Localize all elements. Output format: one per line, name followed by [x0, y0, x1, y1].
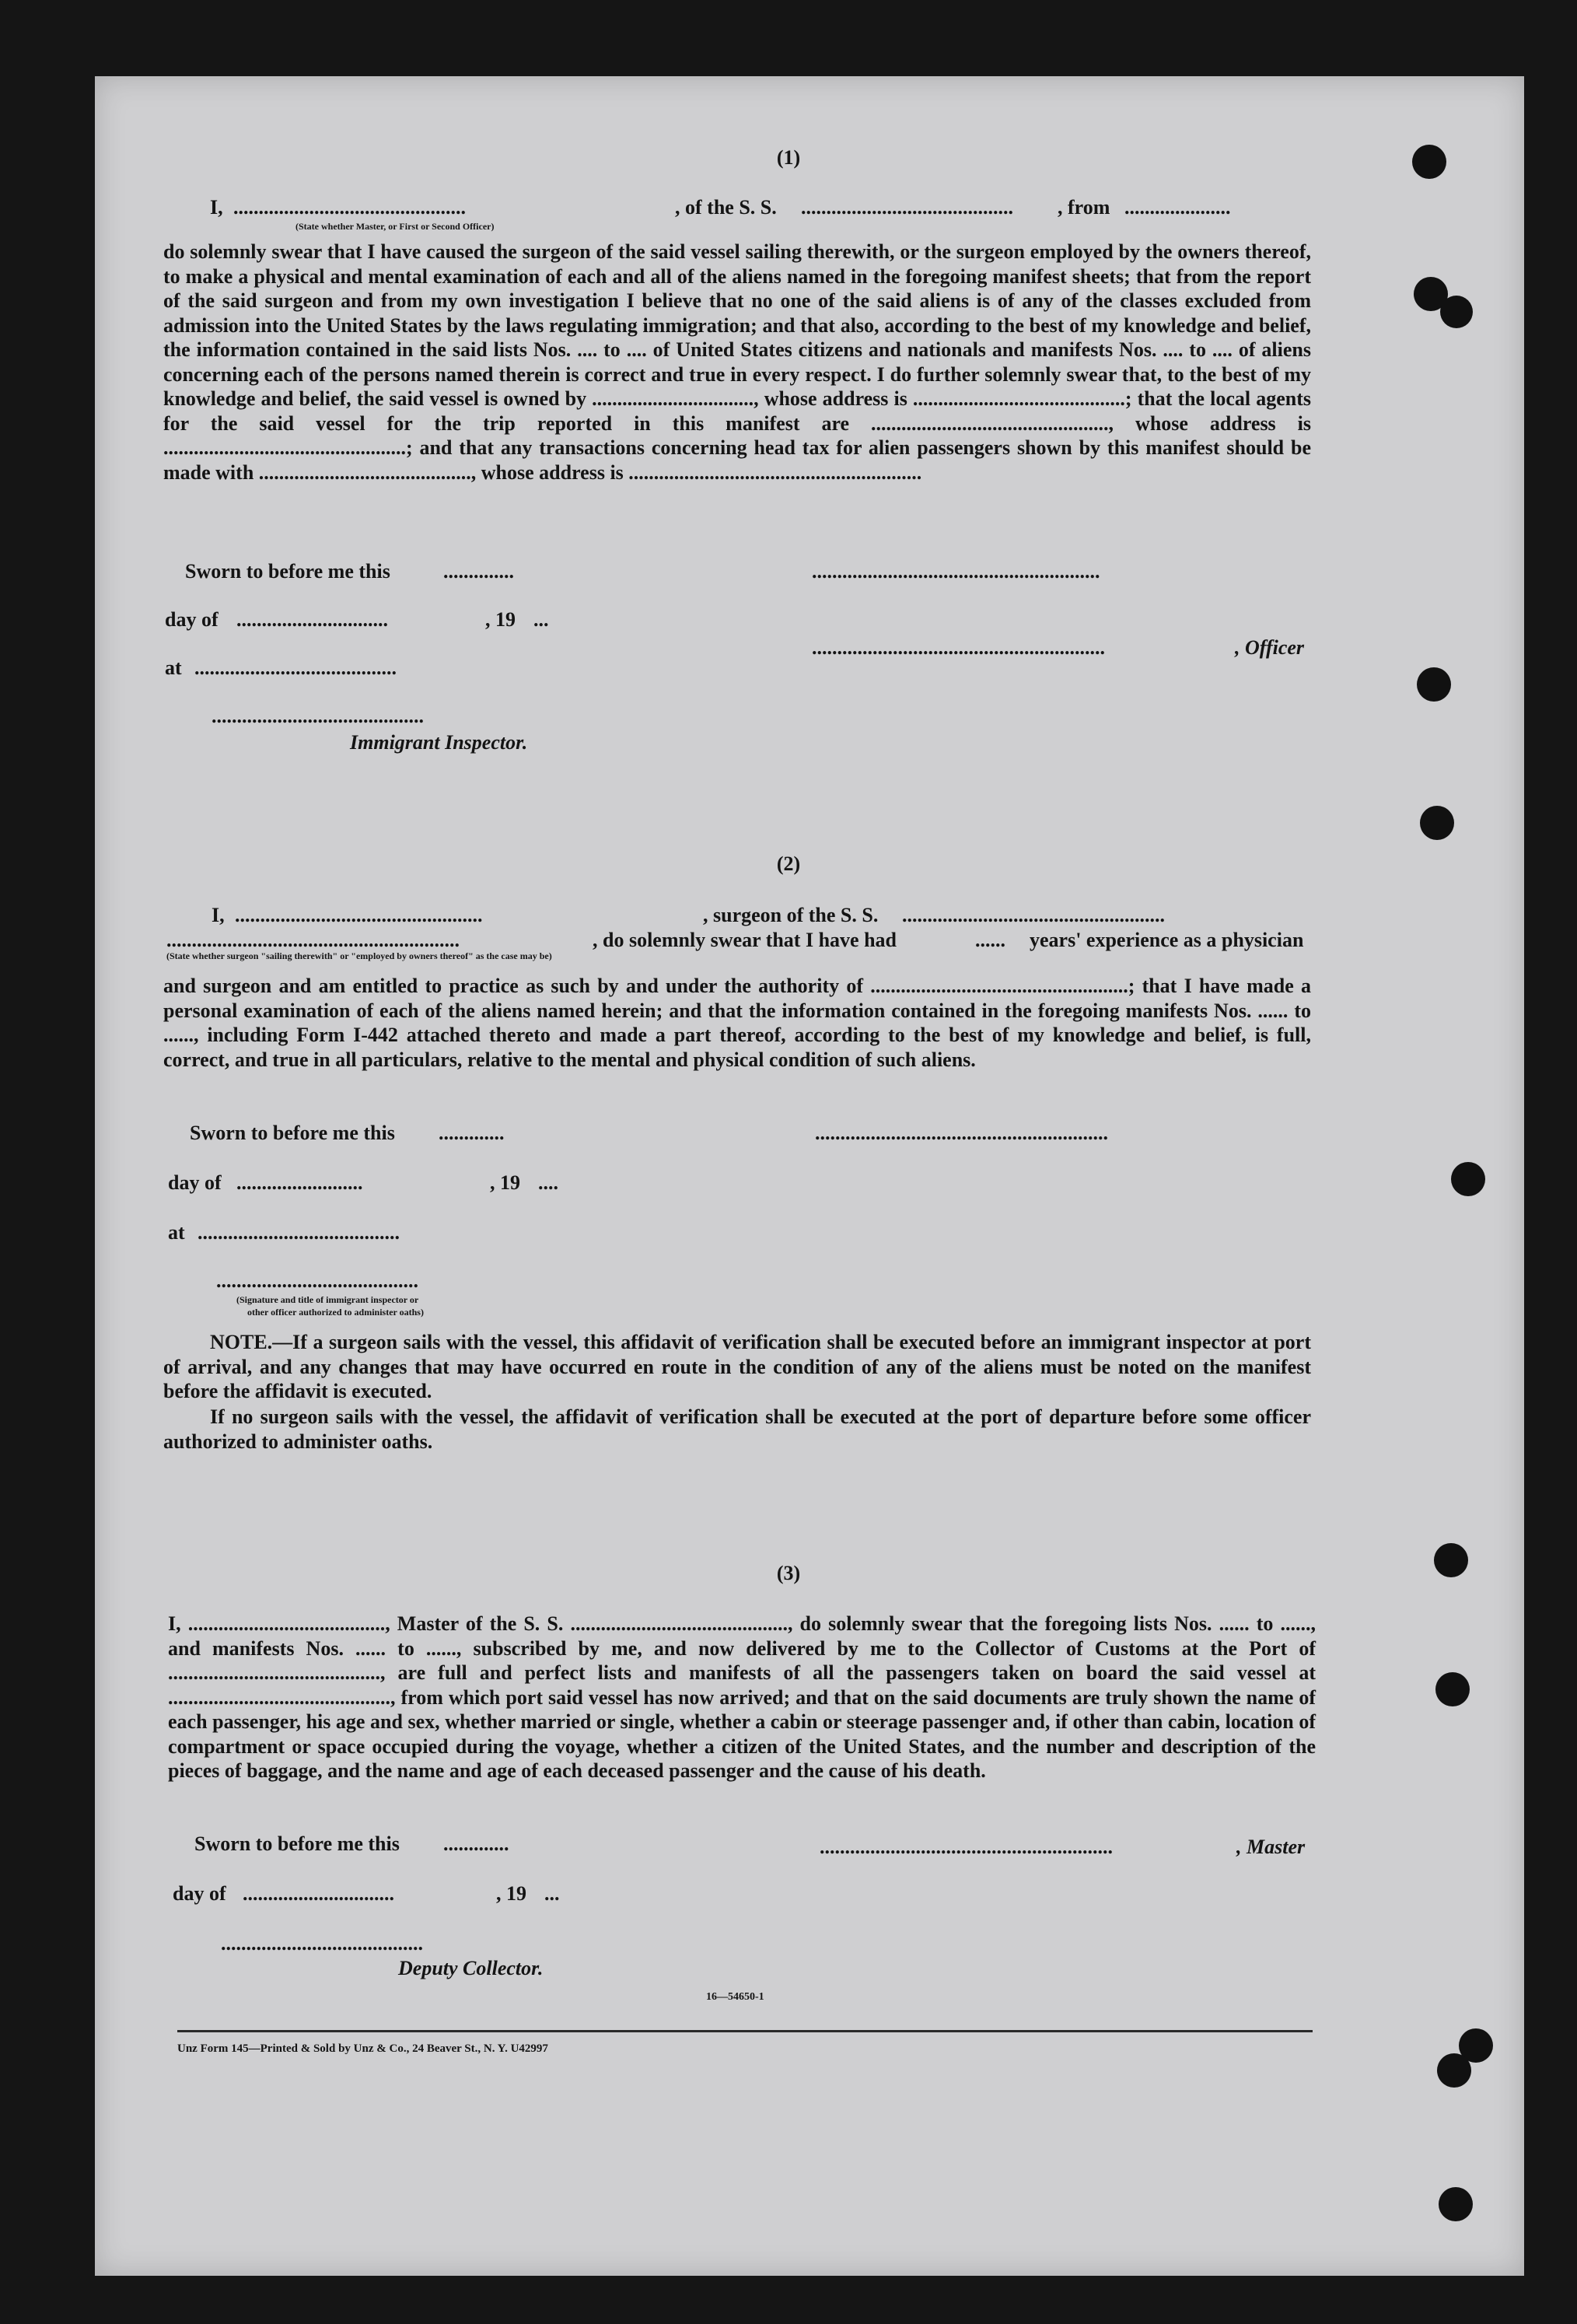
sec1-line1-dots2: ..........................................: [801, 196, 1013, 219]
binder-hole: [1420, 806, 1454, 840]
sec1-at: at: [165, 656, 182, 679]
binder-hole: [1439, 2187, 1473, 2221]
sec2-line2-swear: , do solemnly swear that I have had: [593, 929, 897, 951]
sec1-sworn-dots: ..............: [443, 560, 514, 583]
sec1-line1-dots3: .....................: [1124, 196, 1231, 219]
sec1-dayof-dots: ..............................: [236, 608, 388, 631]
sec1-signature-dots: .........................................................: [812, 560, 1100, 583]
binder-hole: [1417, 667, 1451, 702]
footer-rule: [177, 2030, 1313, 2032]
sec1-inspector-dots: ..........................................: [212, 705, 424, 727]
sec2-line1-dots: .................................................: [235, 904, 483, 926]
binder-hole: [1437, 2053, 1471, 2088]
sec1-officer: , Officer: [1235, 636, 1305, 659]
sec2-oath-text: and surgeon and am entitled to practice as such by and under the authority of ...................................................; that I have made a personal examination of each of the aliens named herein; and that the information contained in the foregoing manifests Nos. ...... to ......, including Form I-442 attached thereto and made a part thereof, according to the best of my knowledge and belief, is full, correct, and true in all particulars, relative to the mental and physical condition of such aliens.: [163, 975, 1311, 1071]
sec2-note: NOTE.—If a surgeon sails with the vessel, this affidavit of verification shall be executed before an immigrant inspector at port of arrival, and any changes that may have occurred en route in the condition of any of the aliens must be noted on the manifest before the affidavit is executed.: [163, 1331, 1311, 1402]
section-1-number: (1): [776, 146, 801, 169]
sec3-dayof: day of: [173, 1882, 226, 1905]
sec2-line2-dots2: ......: [975, 929, 1005, 951]
sec2-caption: (State whether surgeon "sailing therewith" or "employed by owners thereof" as the case may be): [166, 950, 552, 961]
sec3-nineteen-dots: ...: [544, 1882, 560, 1905]
sec2-at-dots: ........................................: [198, 1221, 400, 1244]
sec3-nineteen: , 19: [496, 1882, 526, 1905]
sec3-dayof-dots: ..............................: [243, 1882, 394, 1905]
sec1-at-dots: ........................................: [194, 656, 397, 679]
sec2-dayof: day of: [168, 1171, 222, 1194]
sec3-sworn-dots: .............: [443, 1832, 509, 1855]
sec2-line1-dots2: ....................................................: [902, 904, 1165, 926]
section-2-number: (2): [776, 852, 801, 875]
binder-hole: [1451, 1162, 1485, 1196]
sec2-signature-dots: ..........................................................: [815, 1122, 1108, 1144]
sec2-at: at: [168, 1221, 185, 1244]
sec3-sworn: Sworn to before me this: [194, 1832, 400, 1855]
sec2-sworn-dots: .............: [439, 1122, 505, 1144]
sec2-note2: If no surgeon sails with the vessel, the affidavit of verification shall be executed at the port of departure before some officer authorized to administer oaths.: [163, 1405, 1311, 1453]
printer-footer: Unz Form 145—Printed & Sold by Unz & Co., 24 Beaver St., N. Y. U42997: [177, 2042, 548, 2055]
sec1-nineteen: , 19: [485, 608, 516, 631]
sec1-line1-from: , from: [1058, 196, 1110, 219]
sec3-deputy-collector: Deputy Collector.: [398, 1957, 544, 1979]
sec2-sig-caption-1: (Signature and title of immigrant inspector or: [236, 1294, 419, 1305]
sec2-nineteen-dots: ....: [538, 1171, 558, 1194]
sec1-dayof: day of: [165, 608, 219, 631]
sec1-line1-of-ss: , of the S. S.: [675, 196, 777, 219]
sec1-immigrant-inspector: Immigrant Inspector.: [350, 731, 528, 754]
sec1-sworn: Sworn to before me this: [185, 560, 390, 583]
sec2-line2-dots: ..........................................................: [166, 929, 460, 951]
sec1-line1-dots: ..............................................: [233, 196, 466, 219]
sec1-nineteen-dots: ...: [533, 608, 549, 631]
sec2-sig-caption-2: other officer authorized to administer oaths): [247, 1307, 424, 1318]
sec1-oath-text: do solemnly swear that I have caused the surgeon of the said vessel sailing therewith, or the surgeon employed by the owners thereof, to make a physical and mental examination of each and all of the aliens named in the foregoing manifest sheets; that from the report of the said surgeon and from my own investigation I believe that no one of the said aliens is of any of the classes excluded from admission into the United States by the laws regulating immigration; and that also, according to the best of my knowledge and belief, the information contained in the said lists Nos. .... to .... of United States citizens and nationals and manifests Nos. .... to .... of aliens concerning each of the persons named therein is correct and true in every respect. I do further solemnly swear that, to the best of my knowledge and belief, the said vessel is owned by ................................, whose address is ..........................................; that the local agents for the said vessel for the trip reported in this manifest are ..............................................., whose address is ................................................; and that any transactions concerning head tax for alien passengers shown by this manifest should be made with .........................................., whose address is ..........................................................: [163, 240, 1311, 484]
section-3-number: (3): [776, 1562, 801, 1584]
binder-hole: [1435, 1672, 1470, 1706]
sec2-line1-i: I,: [212, 904, 225, 926]
sec3-oath-text: I, ......................................., Master of the S. S. ..........................................., do solemnly swear that the foregoing lists Nos. ...... to ......, and manifests Nos. ...... to ......, subscribed by me, and now delivered by me to the Collector of Customs at the Port of .........................................., are full and perfect lists and manifests of all the passengers taken on board the said vessel at ............................................, from which port said vessel has now arrived; and that on the said documents are truly shown the name of each passenger, his age and sex, whether married or single, whether a cabin or steerage passenger and, if other than cabin, location of compartment or space occupied during the voyage, whether a citizen of the United States, and the number and description of the pieces of baggage, and the name and age of each deceased passenger and the cause of his death.: [168, 1612, 1316, 1782]
binder-hole: [1440, 296, 1473, 328]
sec1-line1-i: I,: [210, 196, 223, 219]
sec1-caption: (State whether Master, or First or Second Officer): [295, 221, 495, 232]
sec3-master: , Master: [1236, 1836, 1306, 1858]
sec2-nineteen: , 19: [490, 1171, 520, 1194]
sec1-officer-dots: ..........................................................: [812, 636, 1105, 659]
sec3-signature-dots: ..........................................................: [820, 1836, 1113, 1858]
sec2-line1-surgeon: , surgeon of the S. S.: [703, 904, 879, 926]
sec2-line2-years: years' experience as a physician: [1030, 929, 1304, 951]
sec3-collector-dots: ........................................: [221, 1932, 423, 1955]
form-number: 16—54650-1: [706, 1991, 764, 2003]
sec2-inspector-dots: ........................................: [216, 1269, 418, 1292]
sec2-sworn: Sworn to before me this: [190, 1122, 395, 1144]
sec2-dayof-dots: .........................: [236, 1171, 363, 1194]
